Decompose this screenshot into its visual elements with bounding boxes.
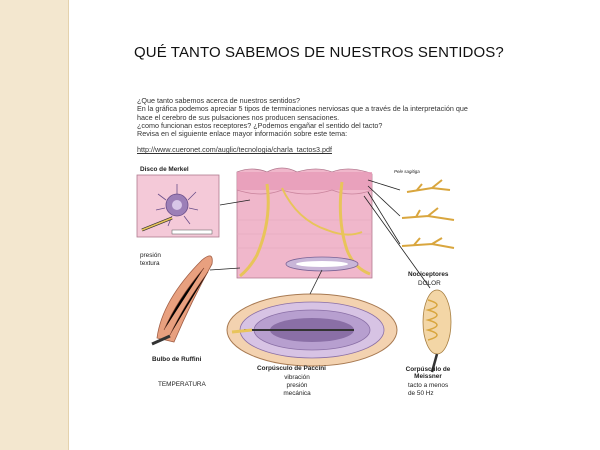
paccini-label: Corpúsculo de Paccini [257, 365, 326, 372]
intro-line: ¿como funcionan estos receptores? ¿Podemos engañar el sentido del tacto? [137, 120, 383, 130]
merkel-desc-line: textura [140, 260, 160, 267]
intro-line: Revisa en el siguiente enlace mayor información sobre este tema: [137, 129, 348, 139]
ruffini-desc: TEMPERATURA [158, 381, 206, 388]
meissner-corpuscle-illustration [423, 290, 451, 372]
merkel-disc-illustration [137, 175, 219, 237]
nociceptores-label: Nociceptores [408, 271, 449, 278]
meissner-desc-line: tacto a menos [408, 382, 449, 389]
slide-title: QUÉ TANTO SABEMOS DE NUESTROS SENTIDOS? [134, 44, 504, 61]
intro-line: hace el cerebro de sus pulsaciones nos producen sensaciones. [137, 112, 340, 122]
merkel-label: Disco de Merkel [140, 166, 189, 173]
receptors-figure [132, 160, 472, 410]
decorative-side-band [0, 0, 68, 450]
paccini-desc-line: presión [286, 382, 308, 389]
inset-caption: Pele sagitiga [394, 169, 420, 174]
meissner-desc-line: de 50 Hz [408, 390, 434, 397]
side-band-border [68, 0, 69, 450]
intro-line: ¿Que tanto sabemos acerca de nuestros sentidos? [137, 96, 301, 105]
meissner-label-line: Meissner [414, 373, 442, 380]
paccini-desc-line: mecánica [283, 390, 311, 397]
meissner-label-line: Corpúsculo de [405, 366, 451, 373]
merkel-desc-line: presión [140, 252, 161, 259]
nociceptores-desc: DOLOR [418, 280, 441, 287]
skin-cross-section [237, 168, 372, 278]
paccini-corpuscle-illustration [227, 294, 397, 366]
reference-link[interactable]: http://www.cueronet.com/auglic/tecnologia/charla_tactos3.pdf [137, 145, 332, 154]
intro-text [137, 97, 497, 138]
nociceptor-endings [402, 180, 454, 248]
ruffini-label: Bulbo de Ruffini [152, 356, 202, 363]
paccini-desc-line: vibración [284, 374, 310, 381]
intro-line: En la gráfica podemos apreciar 5 tipos de terminaciones nerviosas que a través de la interpretación que [137, 104, 468, 114]
ruffini-bulb-illustration [152, 256, 212, 344]
